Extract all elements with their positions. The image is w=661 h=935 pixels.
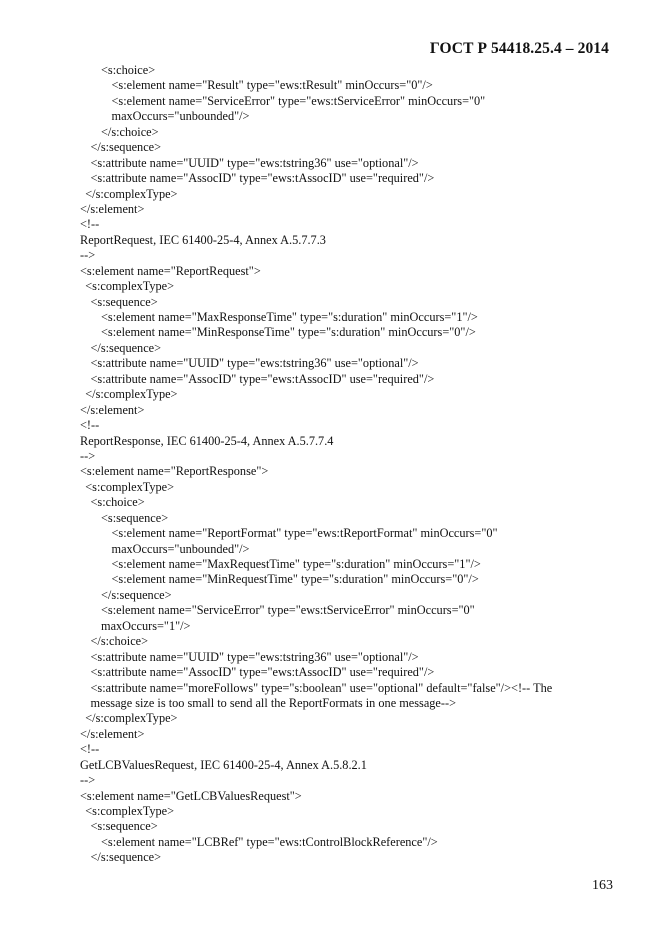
code-line: GetLCBValuesRequest, IEC 61400-25-4, Annex A.5.8.2.1: [80, 757, 367, 772]
code-line: <s:sequence>: [101, 510, 169, 525]
code-line: -->: [80, 248, 96, 263]
code-line: <s:complexType>: [85, 479, 175, 494]
code-line: <s:attribute name="UUID" type="ews:tstring36" use="optional"/>: [90, 356, 419, 371]
code-line: </s:element>: [80, 201, 145, 216]
code-line: <s:attribute name="AssocID" type="ews:tAssocID" use="required"/>: [90, 371, 435, 386]
code-line: <s:element name="MaxResponseTime" type="s:duration" minOccurs="1"/>: [101, 310, 478, 324]
code-line: <s:element name="MaxRequestTime" type="s:duration" minOccurs="1"/>: [111, 557, 481, 571]
code-line: <!--: [80, 217, 100, 232]
code-line: message size is too small to send all the ReportFormats in one message-->: [90, 695, 457, 710]
code-line: </s:element>: [80, 402, 145, 417]
code-line: <s:sequence>: [90, 294, 158, 309]
code-line: <s:element name="GetLCBValuesRequest">: [80, 788, 302, 803]
code-line: <s:element name="MinRequestTime" type="s:duration" minOccurs="0"/>: [111, 572, 479, 587]
code-line: <s:attribute name="UUID" type="ews:tstring36" use="optional"/>: [90, 155, 419, 170]
code-line: </s:sequence>: [90, 850, 162, 865]
code-line: <s:attribute name="moreFollows" type="s:boolean" use="optional" default="false"/><!-- The: [90, 680, 553, 695]
xml-schema-listing: [80, 63, 620, 866]
code-line: <s:element name="ServiceError" type="ews:tServiceError" minOccurs="0": [111, 93, 486, 108]
document-header-standard-number: ГОСТ Р 54418.25.4 – 2014: [429, 40, 609, 57]
code-line: <s:element name="ServiceError" type="ews:tServiceError" minOccurs="0": [101, 603, 475, 618]
code-line: <!--: [80, 418, 100, 433]
code-line: </s:element>: [80, 726, 145, 741]
code-line: <s:element name="ReportResponse">: [80, 464, 269, 479]
code-line: <s:element name="MinResponseTime" type="s:duration" minOccurs="0"/>: [101, 325, 476, 340]
code-line: <s:element name="ReportRequest">: [80, 263, 261, 278]
code-line: </s:sequence>: [101, 587, 172, 602]
code-line: <!--: [80, 742, 100, 757]
code-line: -->: [80, 448, 96, 463]
code-line: maxOccurs="unbounded"/>: [111, 109, 250, 124]
code-line: </s:complexType>: [85, 387, 178, 402]
code-line: <s:sequence>: [90, 819, 158, 834]
code-line: <s:element name="Result" type="ews:tResult" minOccurs="0"/>: [111, 78, 433, 93]
code-line: <s:attribute name="AssocID" type="ews:tAssocID" use="required"/>: [90, 665, 435, 680]
code-line: maxOccurs="1"/>: [101, 618, 191, 633]
code-line: maxOccurs="unbounded"/>: [111, 541, 250, 556]
code-line: </s:complexType>: [85, 711, 178, 726]
code-line: ReportResponse, IEC 61400-25-4, Annex A.5.7.7.4: [80, 433, 334, 448]
code-line: ReportRequest, IEC 61400-25-4, Annex A.5.7.7.3: [80, 232, 326, 247]
code-line: <s:complexType>: [85, 804, 175, 818]
code-line: </s:choice>: [90, 634, 149, 649]
code-line: </s:sequence>: [90, 140, 162, 155]
code-line: <s:choice>: [90, 495, 145, 510]
page-number: 163: [592, 878, 613, 893]
code-line: <s:attribute name="UUID" type="ews:tstring36" use="optional"/>: [90, 649, 419, 664]
code-line: </s:sequence>: [90, 340, 162, 355]
code-line: <s:element name="LCBRef" type="ews:tControlBlockReference"/>: [101, 834, 438, 849]
code-line: </s:complexType>: [85, 186, 178, 201]
code-line: -->: [80, 773, 96, 788]
code-line: </s:choice>: [101, 124, 159, 139]
code-line: <s:complexType>: [85, 279, 175, 294]
code-line: <s:attribute name="AssocID" type="ews:tAssocID" use="required"/>: [90, 171, 435, 186]
code-line: <s:element name="ReportFormat" type="ews:tReportFormat" minOccurs="0": [111, 526, 498, 541]
code-line: <s:choice>: [101, 63, 156, 77]
